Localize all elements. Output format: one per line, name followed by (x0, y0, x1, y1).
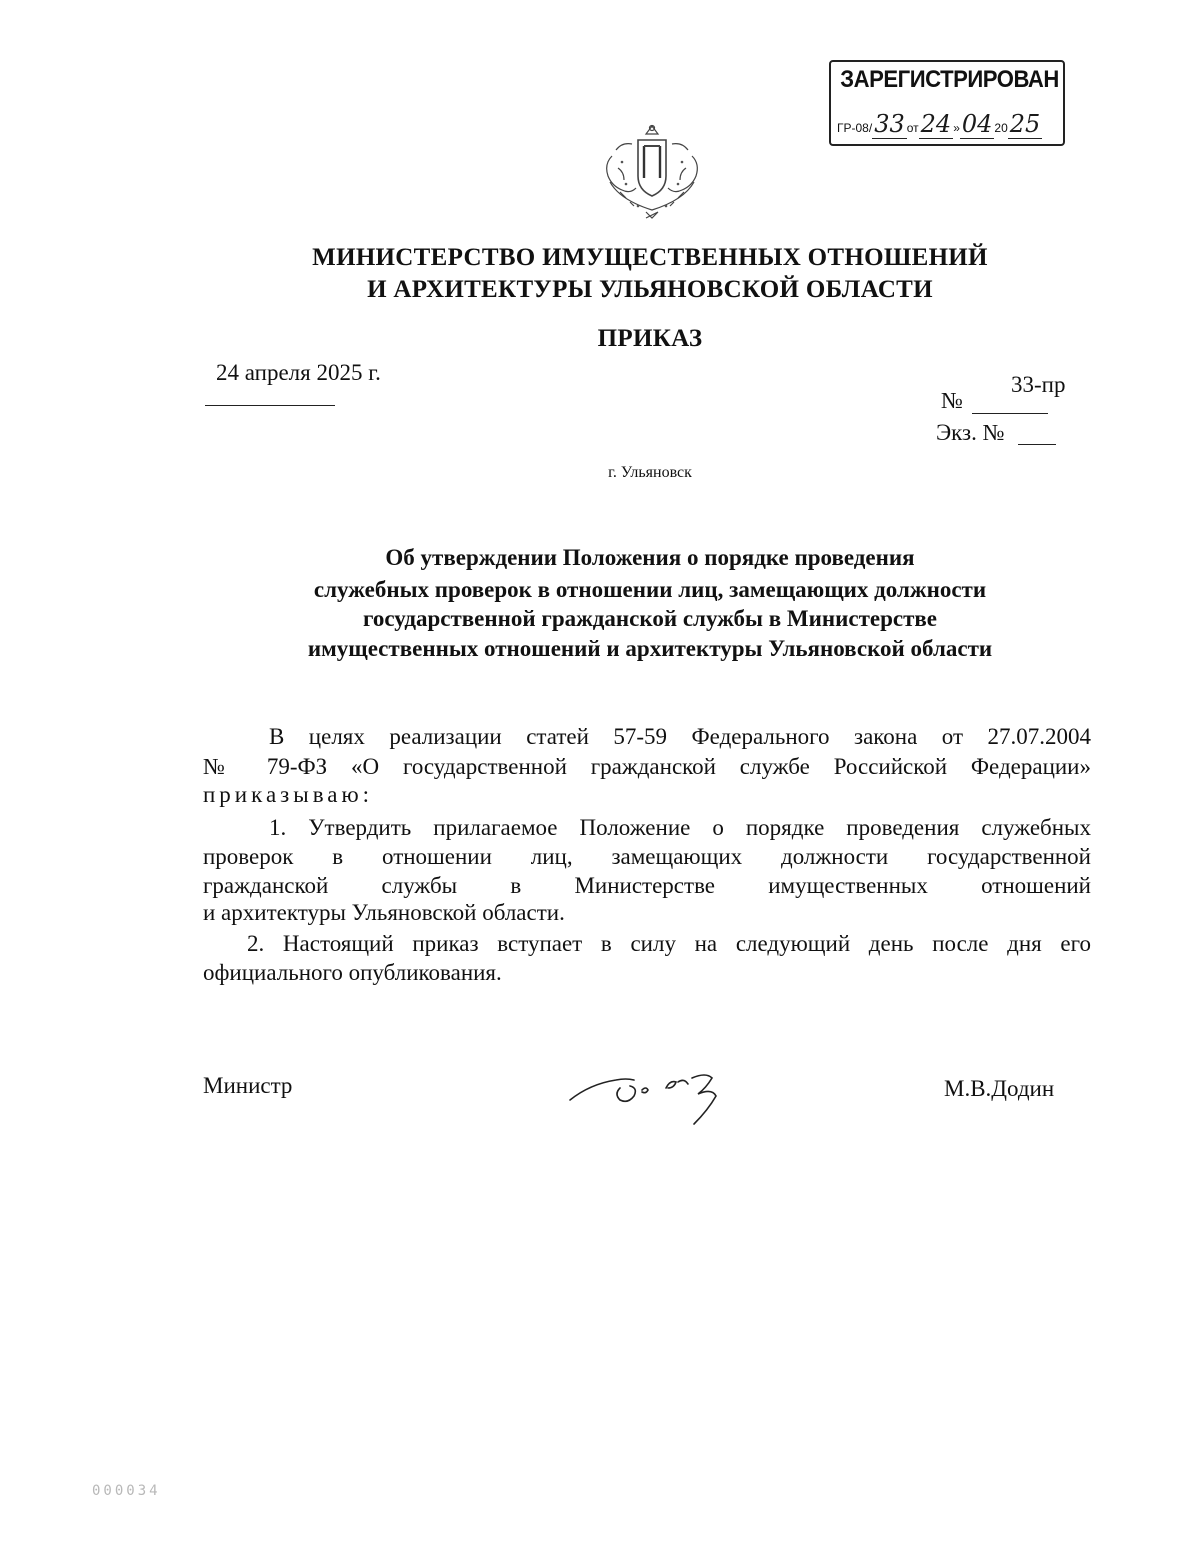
stamp-reg-number: 33 (874, 110, 905, 138)
subject-line-2: служебных проверок в отношении лиц, замещающих должности (313, 577, 987, 602)
item-1-line-3: гражданской службы в Министерстве имущественных отношений (203, 873, 1091, 898)
stamp-from-label: от (906, 121, 919, 135)
date-underline (205, 405, 335, 406)
stamp-quote: » (953, 121, 960, 135)
stamp-registration-line (837, 110, 1061, 138)
registration-stamp (829, 60, 1065, 146)
item-2-line-1: 2. Настоящий приказ вступает в силу на следующий день после дня его (247, 931, 1091, 956)
item-1-line-2: проверок в отношении лиц, замещающих должности государственной (203, 844, 1091, 869)
preamble-line-2: № 79-ФЗ «О государственной гражданской службе Российской Федерации» (203, 754, 1091, 779)
subject-line-4: имущественных отношений и архитектуры Ульяновской области (307, 636, 993, 661)
handwritten-signature (566, 1060, 756, 1132)
preamble-line-3: приказываю: (203, 782, 374, 807)
stamp-year-prefix: 20 (994, 121, 1008, 135)
document-type: ПРИКАЗ (597, 325, 703, 352)
ministry-name-line-1: МИНИСТЕРСТВО ИМУЩЕСТВЕННЫХ ОТНОШЕНИЙ (312, 244, 988, 271)
city: г. Ульяновск (608, 464, 692, 481)
signatory-name: М.В.Додин (944, 1076, 1055, 1101)
stamp-month: 04 (961, 110, 993, 138)
footer-code: 000034 (92, 1483, 161, 1499)
subject-line-3: государственной гражданской службы в Министерстве (362, 606, 938, 631)
item-2-line-2: официального опубликования. (203, 960, 502, 985)
signatory-title: Министр (203, 1073, 293, 1098)
order-date: 24 апреля 2025 г. (216, 360, 381, 385)
item-1-line-4: и архитектуры Ульяновской области. (203, 900, 565, 925)
stamp-prefix: ГР-08/ (837, 121, 873, 135)
subject-line-1: Об утверждении Положения о порядке проведения (385, 545, 915, 570)
stamp-day: 24 (920, 110, 952, 138)
ministry-name-line-2: И АРХИТЕКТУРЫ УЛЬЯНОВСКОЙ ОБЛАСТИ (367, 276, 933, 303)
stamp-title: ЗАРЕГИСТРИРОВАН (840, 66, 1059, 93)
copy-number-label: Экз. № (936, 420, 1005, 445)
item-1-line-1: 1. Утвердить прилагаемое Положение о порядке проведения служебных (269, 815, 1091, 840)
copy-number-underline (1018, 444, 1056, 445)
preamble-line-1: В целях реализации статей 57-59 Федерального закона от 27.07.2004 (269, 724, 1091, 749)
order-number: 33-пр (1011, 372, 1066, 397)
order-number-underline (972, 413, 1048, 414)
stamp-year-suffix: 25 (1009, 110, 1041, 138)
coat-of-arms-icon (598, 122, 706, 222)
order-number-label: № (941, 388, 963, 413)
